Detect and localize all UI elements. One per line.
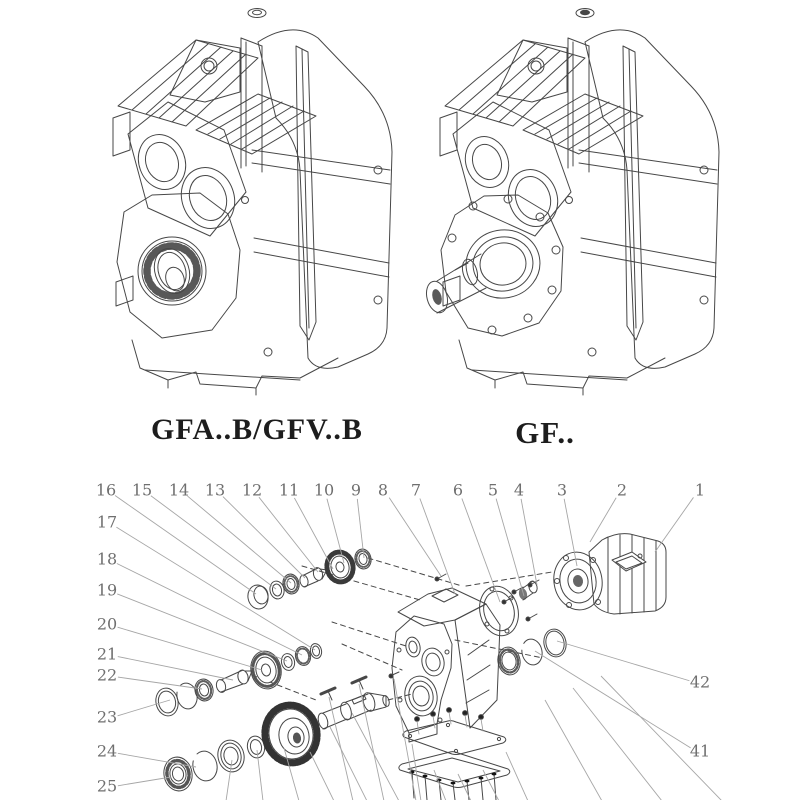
cropped-callout-leader-12 — [483, 770, 499, 800]
gearbox-drawing-gfab-gfvb — [113, 9, 392, 396]
cropped-callout-leader-13 — [506, 752, 528, 800]
output-shaft — [317, 691, 391, 729]
callout-leader-25 — [118, 777, 171, 786]
callout-leader-22 — [118, 677, 202, 689]
callout-label-8: 8 — [377, 480, 389, 500]
filler-plug — [576, 9, 594, 18]
callout-leader-24 — [118, 753, 196, 767]
callout-leader-41 — [535, 651, 691, 748]
callout-label-17: 17 — [96, 512, 118, 532]
callout-label-10: 10 — [313, 480, 335, 500]
callout-label-1: 1 — [694, 480, 706, 500]
callout-leader-5 — [496, 499, 524, 596]
callout-leader-11 — [294, 498, 333, 569]
callout-label-42: 42 — [689, 672, 711, 692]
caption-gfab-gfvb: GFA..B/GFV..B — [151, 413, 363, 446]
bottom-cover-assembly — [399, 708, 510, 800]
terminal-box — [612, 552, 646, 571]
callout-label-14: 14 — [168, 480, 190, 500]
callout-label-15: 15 — [131, 480, 153, 500]
callout-label-19: 19 — [96, 580, 118, 600]
callout-label-11: 11 — [278, 480, 300, 500]
cooling-fins-left — [118, 40, 258, 126]
mounting-lugs — [113, 112, 133, 306]
callout-leader-42 — [557, 641, 689, 681]
callout-label-23: 23 — [96, 707, 118, 727]
cropped-callout-leader-4 — [330, 727, 367, 800]
cropped-callout-leader-16 — [601, 676, 722, 800]
callout-label-2: 2 — [616, 480, 628, 500]
callout-leader-8 — [389, 498, 441, 576]
callout-leader-4 — [521, 499, 537, 585]
callout-leader-15 — [151, 496, 276, 589]
callout-label-25: 25 — [96, 776, 118, 796]
housing-side-wall — [579, 30, 719, 368]
cropped-callout-leader-5 — [352, 713, 399, 800]
cropped-callout-leader-10 — [434, 770, 446, 800]
callout-leader-1 — [655, 497, 693, 552]
cropped-callout-leader-14 — [545, 700, 602, 800]
callout-leader-14 — [187, 496, 291, 583]
callout-leader-18 — [117, 564, 302, 655]
callout-label-12: 12 — [241, 480, 263, 500]
exploded-view — [153, 534, 666, 800]
callout-label-4: 4 — [513, 480, 525, 500]
callout-label-9: 9 — [350, 480, 362, 500]
callout-label-7: 7 — [410, 480, 422, 500]
keys-and-screws — [321, 672, 399, 700]
callout-leader-16 — [115, 496, 256, 594]
input-shaft-parts — [246, 548, 373, 611]
housing-side-wall — [252, 30, 392, 368]
callout-leader-20 — [118, 627, 262, 670]
cropped-callout-leader-3 — [310, 752, 334, 800]
callout-label-5: 5 — [487, 480, 499, 500]
callout-leader-6 — [462, 498, 500, 602]
filler-plug — [248, 9, 266, 18]
caption-gf: GF.. — [515, 415, 575, 450]
electric-motor — [549, 534, 666, 614]
cropped-callout-leader-15 — [573, 688, 662, 800]
gasket — [403, 721, 506, 755]
callout-label-21: 21 — [96, 644, 118, 664]
cooling-fins-right — [523, 94, 643, 154]
callout-label-18: 18 — [96, 549, 118, 569]
callout-leader-13 — [223, 497, 305, 578]
callout-label-20: 20 — [96, 614, 118, 634]
callout-label-3: 3 — [556, 480, 568, 500]
callout-leader-12 — [259, 497, 318, 572]
callout-label-22: 22 — [96, 665, 118, 685]
output-bearing-face — [117, 193, 240, 338]
input-bore-boss — [128, 102, 249, 236]
callout-label-16: 16 — [95, 480, 117, 500]
callout-leader-21 — [118, 657, 233, 680]
callout-label-6: 6 — [452, 480, 464, 500]
cropped-callout-leader-7 — [359, 684, 384, 800]
callout-label-41: 41 — [689, 741, 711, 761]
cooling-fins-right — [196, 94, 316, 154]
callout-layer — [96, 481, 722, 800]
cropped-callout-leader-0 — [226, 760, 232, 800]
gearbox-drawing-gf — [423, 9, 719, 396]
callout-label-24: 24 — [96, 741, 118, 761]
callout-label-13: 13 — [204, 480, 226, 500]
